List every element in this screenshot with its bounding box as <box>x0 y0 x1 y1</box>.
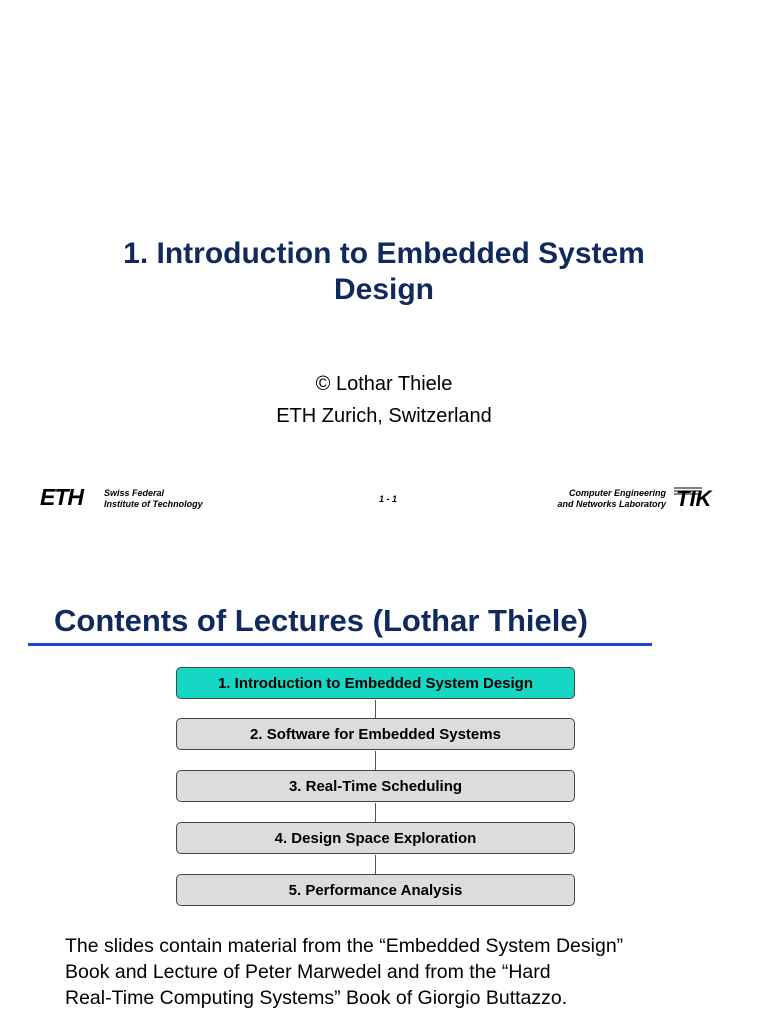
author-affiliation: ETH Zurich, Switzerland <box>276 405 492 427</box>
contents-title: Contents of Lectures (Lothar Thiele) <box>54 603 588 638</box>
eth-logo-text: ETH <box>40 486 83 508</box>
lecture-box-3 <box>176 770 575 802</box>
slide-title-line2: Design <box>333 273 435 306</box>
source-note-line1: The slides contain material from the “Embedded System Design” <box>65 935 624 957</box>
eth-logo <box>40 486 100 508</box>
tik-caption-line2: and Networks Laboratory <box>557 499 666 509</box>
flow-connector <box>375 700 376 718</box>
lecture-label: 4. Design Space Exploration <box>274 829 477 847</box>
eth-caption-line1: Swiss Federal <box>104 488 165 498</box>
lecture-label: 3. Real-Time Scheduling <box>288 777 463 795</box>
tik-caption <box>520 488 666 510</box>
eth-caption-line2: Institute of Technology <box>104 499 203 509</box>
page-number: 1 - 1 <box>378 494 397 504</box>
lecture-box-5 <box>176 874 575 906</box>
tik-logo <box>674 486 732 508</box>
lecture-label: 5. Performance Analysis <box>288 881 463 899</box>
tik-logo-text: TIK <box>676 486 712 508</box>
author-name: © Lothar Thiele <box>315 373 453 395</box>
source-note-line2: Book and Lecture of Peter Marwedel and from the “Hard <box>65 961 551 983</box>
lecture-box-1 <box>176 667 575 699</box>
tik-caption-line1: Computer Engineering <box>568 488 666 498</box>
lecture-box-2 <box>176 718 575 750</box>
eth-caption <box>104 488 203 510</box>
slide-title <box>0 236 768 308</box>
flow-connector <box>375 751 376 770</box>
lecture-label: 1. Introduction to Embedded System Design <box>217 674 534 692</box>
flow-connector <box>375 803 376 822</box>
flow-connector <box>375 855 376 874</box>
lecture-box-4 <box>176 822 575 854</box>
lecture-label: 2. Software for Embedded Systems <box>250 725 501 743</box>
slide-title-line1: 1. Introduction to Embedded System <box>123 237 645 270</box>
title-underline <box>28 643 652 646</box>
source-note-line3: Real-Time Computing Systems” Book of Giorgio Buttazzo. <box>65 987 568 1009</box>
source-note <box>65 933 755 1011</box>
